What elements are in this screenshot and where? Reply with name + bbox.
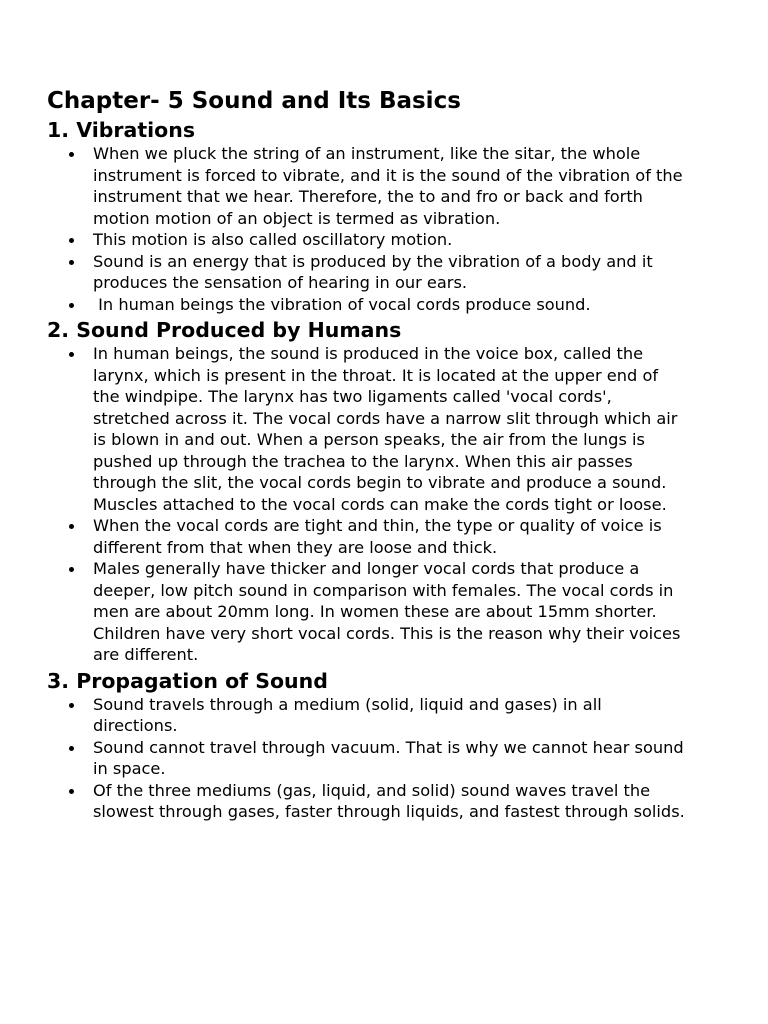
- bullet-list: [47, 694, 687, 823]
- bullet-icon: [69, 789, 74, 794]
- list-item: [47, 251, 687, 294]
- section-heading: 3. Propagation of Sound: [47, 668, 328, 693]
- list-item: [47, 294, 687, 316]
- list-item: [47, 780, 687, 823]
- document-page: [47, 86, 687, 823]
- section-propagation-of-sound: [47, 668, 687, 823]
- bullet-icon: [69, 703, 74, 708]
- section-heading: 1. Vibrations: [47, 118, 196, 142]
- section-heading: 2. Sound Produced by Humans: [47, 318, 402, 342]
- list-item-text: In human beings, the sound is produced in the voice box, called the larynx, which is present in the throat. It is located at the upper end of the windpipe. The larynx has two ligaments called 'vocal cords', stretched across it. The vocal cords have a narrow slit through which air is blown in and out. When a person speaks, the air from the lungs is pushed up through the trachea to the larynx. When this air passes through the slit, the vocal cords begin to vibrate and produce a sound. Muscles attached to the vocal cords can make the cords tight or loose.: [93, 344, 678, 514]
- chapter-title: Chapter- 5 Sound and Its Basics: [47, 88, 461, 114]
- bullet-icon: [69, 352, 74, 357]
- bullet-icon: [69, 567, 74, 572]
- list-item-text: Males generally have thicker and longer vocal cords that produce a deeper, low pitch sound in comparison with females. The vocal cords in men are about 20mm long. In women these are about 15mm shorter. Children have very short vocal cords. This is the reason why their voices are different.: [93, 559, 681, 664]
- bullet-list: [47, 143, 687, 315]
- bullet-icon: [69, 524, 74, 529]
- section-vibrations: [47, 117, 687, 315]
- list-item-text: Sound travels through a medium (solid, liquid and gases) in all directions.: [93, 694, 602, 735]
- list-item-text: In human beings the vibration of vocal cords produce sound.: [93, 294, 591, 314]
- section-sound-produced-by-humans: [47, 317, 687, 666]
- list-item-text: When we pluck the string of an instrument, like the sitar, the whole instrument is forced to vibrate, and it is the sound of the vibration of the instrument that we hear. Therefore, the to and fro or back and forth motion motion of an object is termed as vibration.: [93, 144, 683, 228]
- list-item-text: When the vocal cords are tight and thin, the type or quality of voice is different from that when they are loose and thick.: [93, 516, 662, 557]
- list-item-text: Of the three mediums (gas, liquid, and solid) sound waves travel the slowest through gases, faster through liquids, and fastest through solids.: [93, 780, 685, 821]
- bullet-icon: [69, 238, 74, 243]
- list-item-text: Sound is an energy that is produced by the vibration of a body and it produces the sensation of hearing in our ears.: [93, 251, 653, 292]
- bullet-icon: [69, 746, 74, 751]
- list-item: [47, 558, 687, 666]
- list-item: [47, 515, 687, 558]
- list-item: [47, 694, 687, 737]
- bullet-icon: [69, 260, 74, 265]
- list-item-text: Sound cannot travel through vacuum. That is why we cannot hear sound in space.: [93, 737, 684, 778]
- list-item: [47, 737, 687, 780]
- list-item-text: This motion is also called oscillatory motion.: [93, 230, 453, 249]
- list-item: [47, 343, 687, 515]
- list-item: [47, 143, 687, 229]
- bullet-icon: [69, 152, 74, 157]
- list-item: [47, 229, 687, 251]
- bullet-list: [47, 343, 687, 666]
- bullet-icon: [69, 303, 74, 308]
